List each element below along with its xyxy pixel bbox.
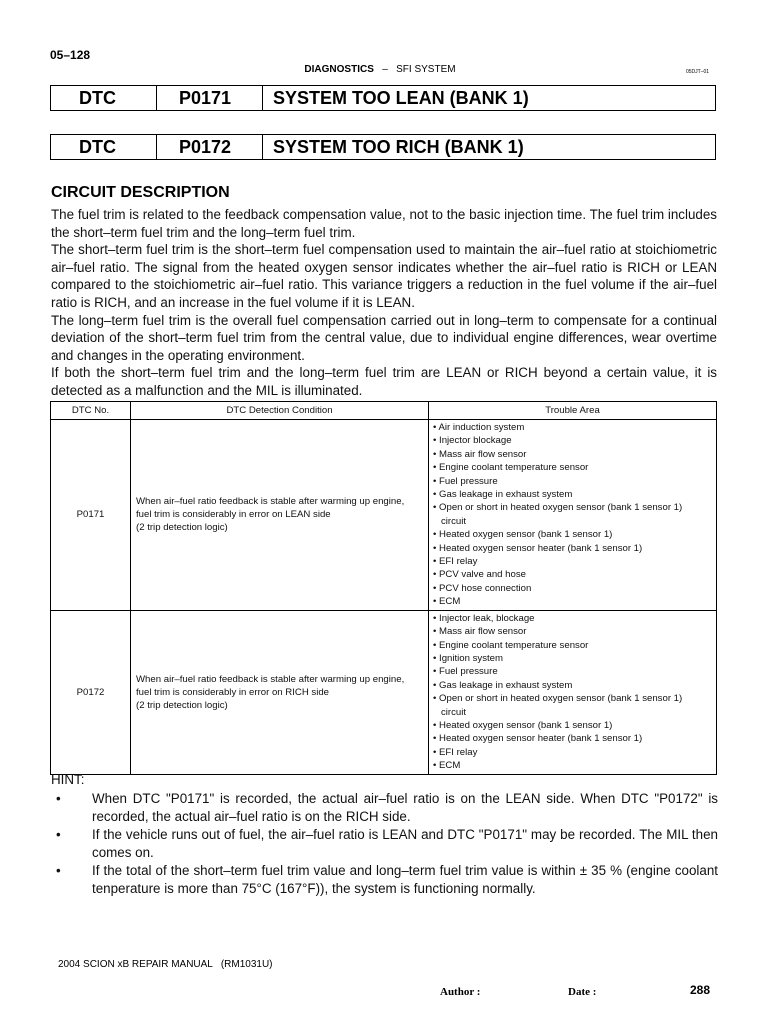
dtc-table xyxy=(50,401,717,775)
trouble-area-item: • EFI relay xyxy=(433,556,478,568)
trouble-area-cell xyxy=(429,420,717,611)
condition-line: When air–fuel ratio feedback is stable after warming up engine, xyxy=(136,673,405,685)
footer-page-number: 288 xyxy=(690,983,711,997)
page-number: 05–128 xyxy=(50,48,91,62)
trouble-area-item: • Air induction system xyxy=(433,422,525,433)
circuit-description xyxy=(51,206,717,400)
footer-manual-title: 2004 SCION xB REPAIR MANUAL (RM1031U) xyxy=(58,959,273,970)
dtc-number-cell: P0171 xyxy=(51,420,131,611)
description-paragraph: The fuel trim is related to the feedback compensation value, not to the basic injection time. The fuel trim includes the short–term fuel trim and the long–term fuel trim. xyxy=(51,207,717,240)
section-title: CIRCUIT DESCRIPTION xyxy=(51,184,230,201)
dtc-title: SYSTEM TOO RICH (BANK 1) xyxy=(273,137,524,157)
bullet: • xyxy=(56,791,61,806)
condition-line: When air–fuel ratio feedback is stable after warming up engine, xyxy=(136,496,405,508)
trouble-area-item: circuit xyxy=(441,515,467,527)
trouble-area-item: • EFI relay xyxy=(433,746,478,758)
dtc-label: DTC xyxy=(51,86,157,110)
dtc-title: SYSTEM TOO LEAN (BANK 1) xyxy=(273,88,529,108)
trouble-area-item: circuit xyxy=(441,706,467,718)
trouble-area-item: • PCV valve and hose xyxy=(433,569,526,581)
detection-condition-cell xyxy=(131,420,429,611)
trouble-area-item: • Heated oxygen sensor heater (bank 1 sensor 1) xyxy=(433,733,643,745)
hint-list xyxy=(52,790,718,899)
hint-item xyxy=(52,826,718,861)
trouble-area-item: • Mass air flow sensor xyxy=(433,626,527,638)
trouble-area-item: • Mass air flow sensor xyxy=(433,448,527,460)
dtc-number-cell: P0172 xyxy=(51,610,131,774)
header-dtc-no: DTC No. xyxy=(51,402,131,420)
bullet: • xyxy=(56,827,61,843)
description-paragraph: The long–term fuel trim is the overall fuel compensation carried out in long–term to compensate for a continual deviation of the short–term fuel trim from the central value, due to individual engine differences, wear overtime and changes in the operating environment. xyxy=(51,312,717,363)
header-system: SFI SYSTEM xyxy=(396,64,456,75)
description-paragraph: If both the short–term fuel trim and the long–term fuel trim are LEAN or RICH beyond a certain value, it is detected as a malfunction and the MIL is illuminated. xyxy=(51,365,717,398)
trouble-area-item: • Fuel pressure xyxy=(433,475,498,487)
hint-item xyxy=(52,862,718,897)
trouble-area-item: • Fuel pressure xyxy=(433,666,498,678)
header-separator: – xyxy=(382,64,388,75)
trouble-area-item: • Gas leakage in exhaust system xyxy=(433,679,573,691)
dtc-code: P0171 xyxy=(157,86,263,110)
trouble-area-item: • Open or short in heated oxygen sensor (bank 1 sensor 1) xyxy=(433,502,683,514)
hint-text: If the total of the short–term fuel trim value and long–term fuel trim value is within ± 35 % (engine coolant tenperature is more than 75°C (167°F)), the system is functioning normally. xyxy=(92,863,718,896)
hint-text: When DTC "P0171" is recorded, the actual air–fuel ratio is on the LEAN side. When DTC "P0172" is recorded, the actual air–fuel ratio is on the RICH side. xyxy=(92,791,718,824)
bullet: • xyxy=(56,863,61,879)
trouble-area-item: • Injector leak, blockage xyxy=(433,612,535,624)
hint-text: If the vehicle runs out of fuel, the air–fuel ratio is LEAN and DTC "P0171" may be recorded. The MIL then comes on. xyxy=(92,827,718,860)
dtc-label: DTC xyxy=(51,135,157,159)
header-detection-condition: DTC Detection Condition xyxy=(131,402,429,420)
description-paragraph: The short–term fuel trim is the short–term fuel compensation used to maintain the air–fuel ratio at stoichiometric air–fuel ratio. The signal from the heated oxygen sensor indicates whether the air–fuel ratio is RICH or LEAN compared to the stoichiometric air–fuel ratio. This variance triggers a reduction in the fuel volume if the air–fuel ratio is RICH, and an increase in the fuel volume if it is LEAN. xyxy=(51,242,717,310)
footer-date-label: Date : xyxy=(568,986,597,998)
hint-label: HINT: xyxy=(51,772,85,787)
condition-line: fuel trim is considerably in error on RICH side xyxy=(136,686,330,698)
dtc-code: P0172 xyxy=(157,135,263,159)
condition-line: (2 trip detection logic) xyxy=(136,522,228,534)
table-row xyxy=(51,610,717,774)
condition-line: (2 trip detection logic) xyxy=(136,699,228,711)
header-section: DIAGNOSTICS xyxy=(304,64,374,75)
trouble-area-cell xyxy=(429,610,717,774)
footer-author-label: Author : xyxy=(440,986,481,998)
document-code: 05DJT–01 xyxy=(686,69,710,75)
trouble-area-item: • PCV hose connection xyxy=(433,582,532,594)
running-header xyxy=(120,64,640,75)
dtc-box-p0171 xyxy=(50,85,716,111)
trouble-area-item: • Heated oxygen sensor (bank 1 sensor 1) xyxy=(433,529,613,541)
trouble-area-item: • Open or short in heated oxygen sensor (bank 1 sensor 1) xyxy=(433,693,683,705)
detection-condition-cell xyxy=(131,610,429,774)
trouble-area-item: • ECM xyxy=(433,760,461,772)
hint-item xyxy=(52,790,718,825)
trouble-area-item: • Engine coolant temperature sensor xyxy=(433,462,589,474)
trouble-area-item: • Heated oxygen sensor heater (bank 1 sensor 1) xyxy=(433,542,643,554)
trouble-area-item: • ECM xyxy=(433,596,461,608)
table-row xyxy=(51,420,717,611)
header-trouble-area: Trouble Area xyxy=(429,402,717,420)
trouble-area-item: • Ignition system xyxy=(433,652,504,664)
trouble-area-item: • Gas leakage in exhaust system xyxy=(433,489,573,501)
condition-line: fuel trim is considerably in error on LEAN side xyxy=(136,509,331,521)
trouble-area-item: • Engine coolant temperature sensor xyxy=(433,639,589,651)
dtc-box-p0172 xyxy=(50,134,716,160)
trouble-area-item: • Heated oxygen sensor (bank 1 sensor 1) xyxy=(433,719,613,731)
trouble-area-item: • Injector blockage xyxy=(433,435,512,447)
table-header-row xyxy=(51,402,717,420)
